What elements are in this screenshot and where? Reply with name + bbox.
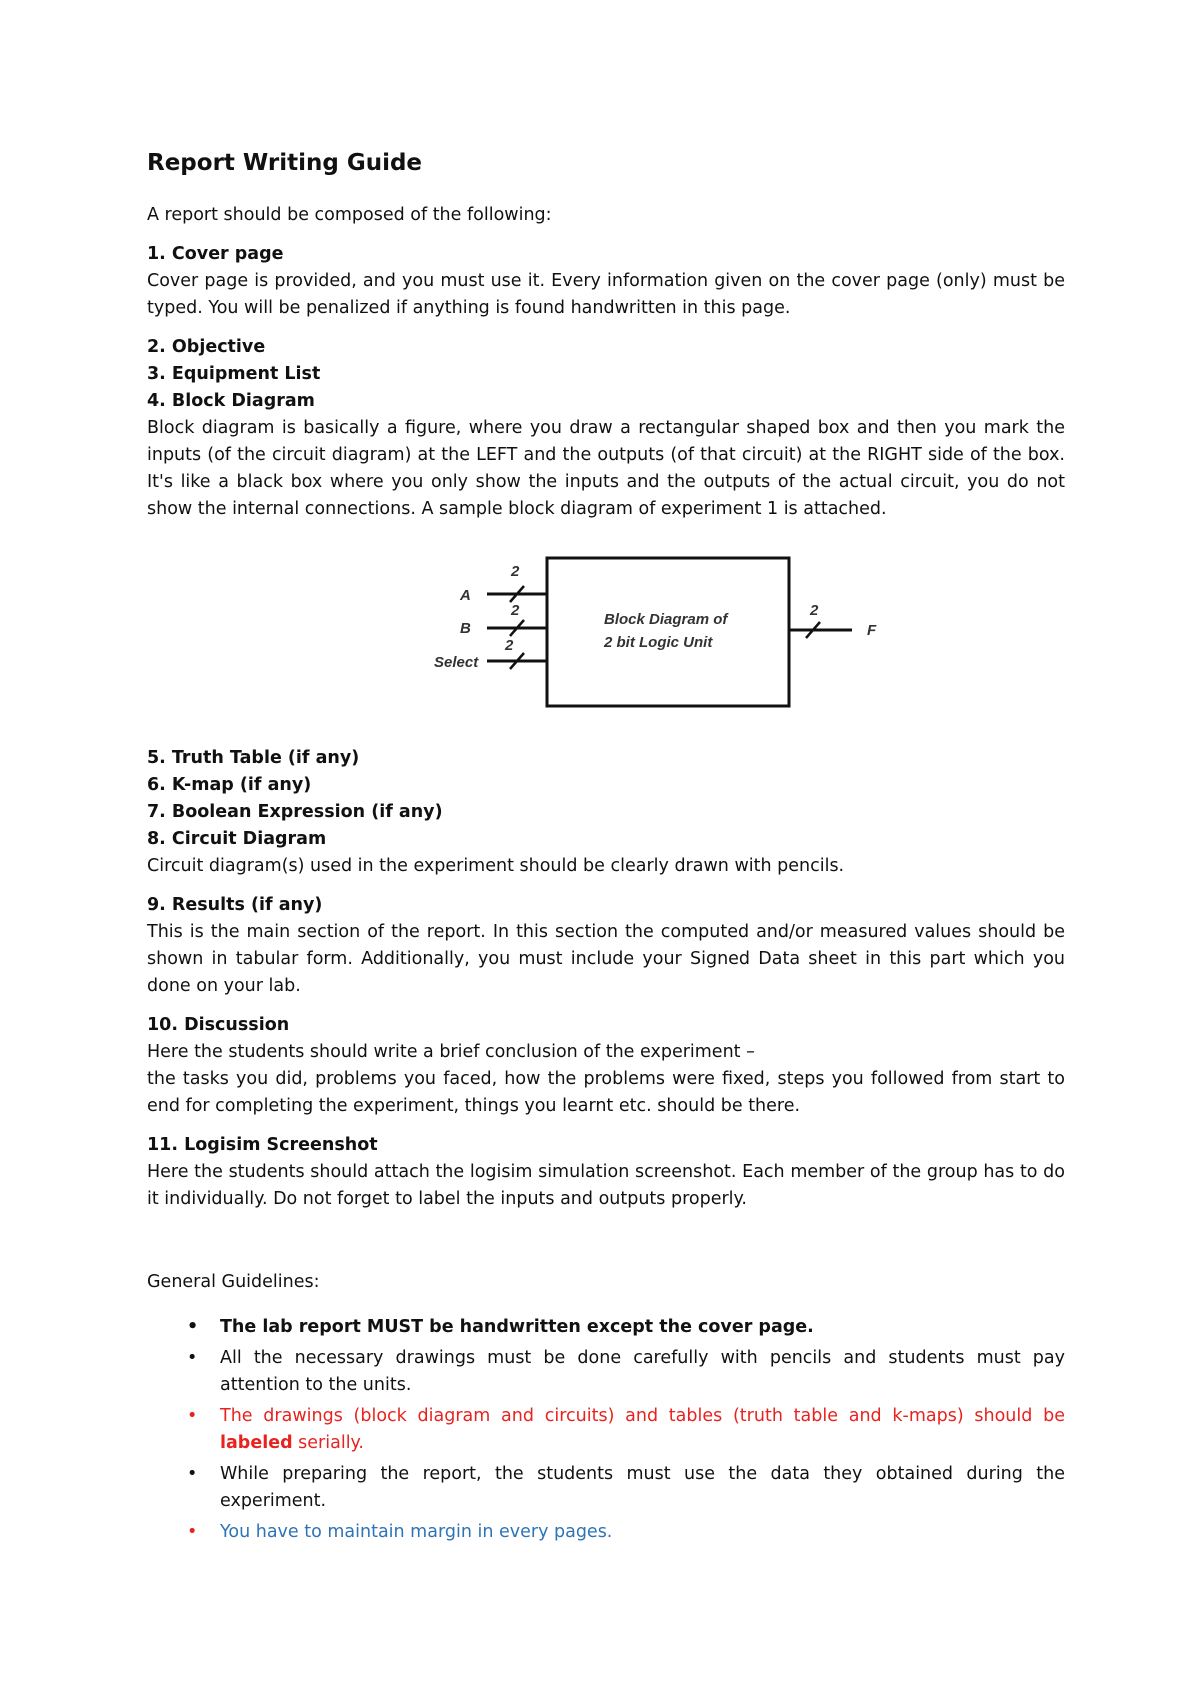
guideline-text: While preparing the report, the students must use the data they obtained during the experiment. — [220, 1464, 1065, 1511]
guideline-text-emphasis: labeled — [220, 1433, 293, 1453]
guideline-item-margin — [147, 1519, 1065, 1546]
bullet-icon: • — [187, 1464, 198, 1484]
section-heading-results: 9. Results (if any) — [147, 895, 323, 915]
section-heading-logisim-screenshot: 11. Logisim Screenshot — [147, 1135, 378, 1155]
intro-text: A report should be composed of the following: — [147, 205, 552, 225]
section-body-logisim-screenshot: Here the students should attach the logisim simulation screenshot. Each member of the group has to do it individually. Do not forget to label the inputs and outputs properly. — [147, 1162, 1065, 1209]
input-a-width: 2 — [511, 563, 520, 580]
section-body-discussion-line1: Here the students should write a brief conclusion of the experiment – — [147, 1042, 755, 1062]
section-heading-cover-page: 1. Cover page — [147, 244, 284, 264]
output-f-width: 2 — [810, 602, 819, 619]
guideline-text-part3: serially. — [292, 1433, 364, 1453]
section-heading-objective: 2. Objective — [147, 337, 266, 357]
guidelines-title: General Guidelines: — [147, 1272, 320, 1292]
section-heading-discussion: 10. Discussion — [147, 1015, 290, 1035]
section-body-block-diagram: Block diagram is basically a figure, where you draw a rectangular shaped box and then you mark the inputs (of the circuit diagram) at the LEFT and the outputs (of that circuit) at the RIGHT side of the box. It's like a black box where you only show the inputs and the outputs of the actual circuit, you do not show the internal connections. A sample block diagram of experiment 1 is attached. — [147, 418, 1065, 519]
section-heading-boolean-expression: 7. Boolean Expression (if any) — [147, 802, 443, 822]
section-heading-equipment-list: 3. Equipment List — [147, 364, 321, 384]
guideline-text: You have to maintain margin in every pages. — [220, 1522, 613, 1542]
input-b-label: B — [460, 620, 471, 637]
section-heading-circuit-diagram: 8. Circuit Diagram — [147, 829, 327, 849]
input-select-width: 2 — [505, 637, 514, 654]
input-select-label: Select — [434, 654, 479, 671]
guideline-item-use-data — [147, 1461, 1065, 1515]
section-body-results: This is the main section of the report. In this section the computed and/or measured values should be shown in tabular form. Additionally, you must include your Signed Data sheet in this part which you done on your lab. — [147, 922, 1065, 996]
logic-unit-box — [547, 558, 789, 706]
bullet-icon: • — [187, 1348, 198, 1368]
input-a-label: A — [460, 587, 471, 604]
box-label-line2: 2 bit Logic Unit — [604, 634, 713, 651]
guideline-text: All the necessary drawings must be done carefully with pencils and students must pay attention to the units. — [220, 1348, 1065, 1395]
input-b-width: 2 — [511, 602, 520, 619]
guideline-item-drawings-pencils — [147, 1345, 1065, 1399]
box-label-line1: Block Diagram of — [604, 611, 728, 628]
guideline-item-labeled-serially — [147, 1403, 1065, 1457]
guideline-item-handwritten — [147, 1314, 1065, 1341]
section-heading-k-map: 6. K-map (if any) — [147, 775, 312, 795]
section-body-circuit-diagram: Circuit diagram(s) used in the experiment should be clearly drawn with pencils. — [147, 856, 845, 876]
guidelines-list — [147, 1314, 1065, 1546]
bullet-icon: • — [187, 1406, 198, 1426]
block-diagram-figure — [147, 533, 1065, 729]
section-body-cover-page: Cover page is provided, and you must use it. Every information given on the cover page (only) must be typed. You will be penalized if anything is found handwritten in this page. — [147, 271, 1065, 318]
section-body-discussion-line2: the tasks you did, problems you faced, how the problems were fixed, steps you followed from start to end for completing the experiment, things you learnt etc. should be there. — [147, 1069, 1065, 1116]
document-content — [147, 148, 1065, 1550]
guideline-text-part1: The drawings (block diagram and circuits) and tables (truth table and k-maps) should be — [220, 1406, 1065, 1426]
output-f-label: F — [867, 622, 877, 639]
section-heading-block-diagram: 4. Block Diagram — [147, 391, 315, 411]
page-title: Report Writing Guide — [147, 150, 423, 176]
section-heading-truth-table: 5. Truth Table (if any) — [147, 748, 360, 768]
block-diagram-svg — [147, 533, 1065, 729]
guideline-text: The lab report MUST be handwritten except the cover page. — [220, 1317, 814, 1337]
bullet-icon: • — [187, 1522, 198, 1542]
bullet-icon: • — [187, 1317, 199, 1337]
